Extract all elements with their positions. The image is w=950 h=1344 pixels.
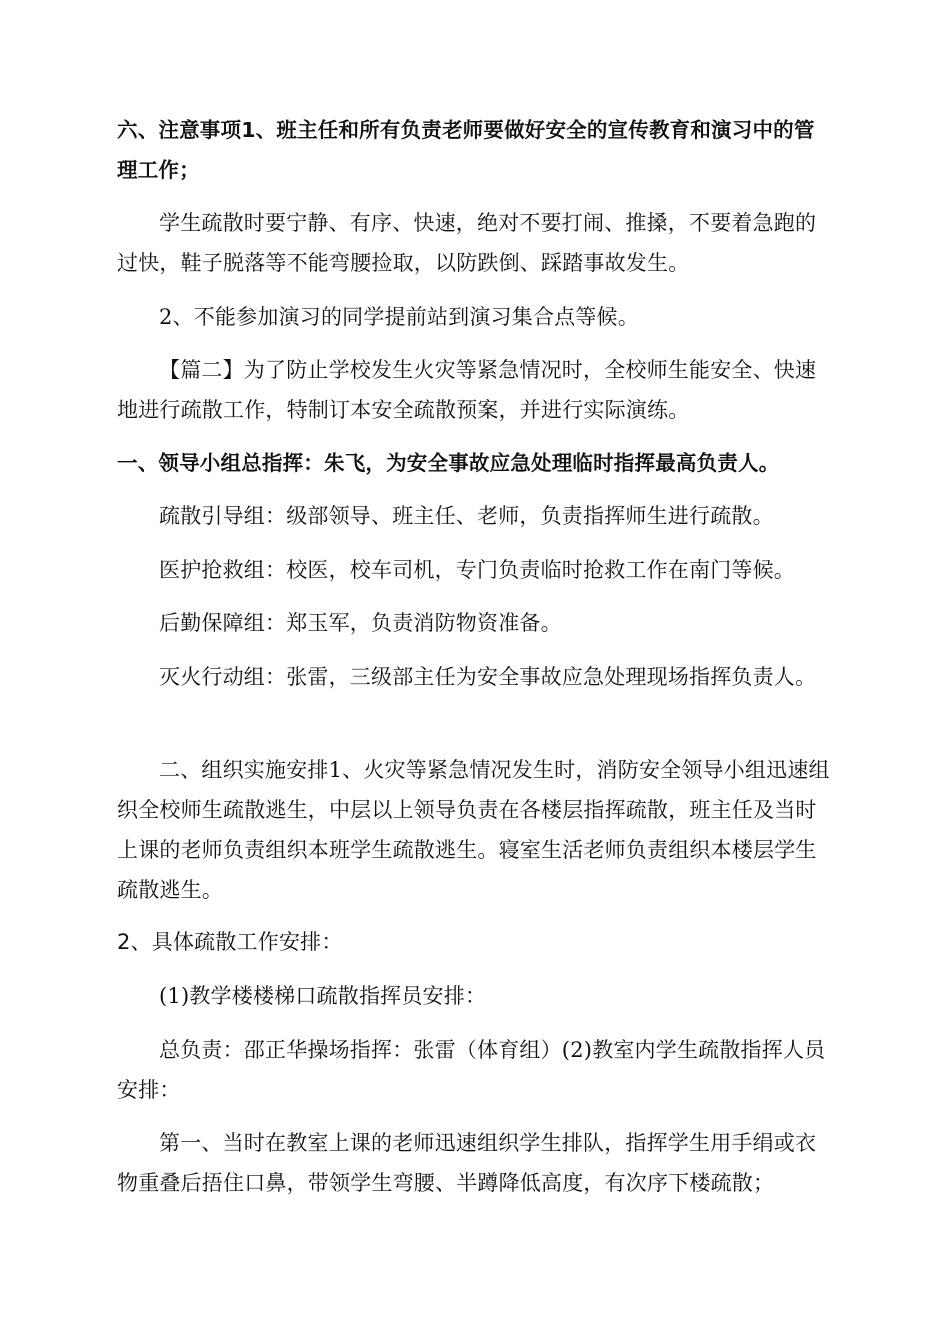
- paragraph-logistics-group: 后勤保障组：郑玉军，负责消防物资准备。: [159, 611, 562, 635]
- heading-precautions: 六、注意事项1、班主任和所有负责老师要做好安全的宣传教育和演习中的管理工作；: [117, 118, 815, 182]
- paragraph-guidance-group: 疏散引导组：级部领导、班主任、老师，负责指挥师生进行疏散。: [159, 504, 774, 528]
- paragraph-first-step: 第一、当时在教室上课的老师迅速组织学生排队，指挥学生用手绢或衣物重叠后捂住口鼻，带领学生弯腰、半蹲降低高度，有次序下楼疏散；: [117, 1131, 817, 1195]
- paragraph-implementation: 二、组织实施安排1、火灾等紧急情况发生时，消防安全领导小组迅速组织全校师生疏散逃生，中层以上领导负责在各楼层指挥疏散，班主任及当时上课的老师负责组织本班学生疏散逃生。寝室生活老师负责组织本楼层学生疏散逃生。: [117, 758, 830, 902]
- paragraph-medical-group: 医护抢救组：校医，校车司机，专门负责临时抢救工作在南门等候。: [159, 558, 795, 582]
- paragraph-firefighting-group: 灭火行动组：张雷，三级部主任为安全事故应急处理现场指挥负责人。: [159, 665, 817, 689]
- paragraph-overall-responsible: 总负责：邵正华操场指挥：张雷（体育组）(2)教室内学生疏散指挥人员安排：: [117, 1038, 826, 1102]
- paragraph-non-participants: 2、不能参加演习的同学提前站到演习集合点等候。: [159, 305, 639, 329]
- paragraph-part-two-intro: 【篇二】为了防止学校发生火灾等紧急情况时，全校师生能安全、快速地进行疏散工作，特制订本安全疏散预案，并进行实际演练。: [117, 358, 817, 422]
- paragraph-evacuation-order: 学生疏散时要宁静、有序、快速，绝对不要打闹、推搡，不要着急跑的过快，鞋子脱落等不能弯腰捡取，以防跌倒、踩踏事故发生。: [117, 211, 817, 275]
- paragraph-stairway-commanders: (1)教学楼楼梯口疏散指挥员安排：: [159, 984, 487, 1008]
- heading-leadership-group: 一、领导小组总指挥：朱飞，为安全事故应急处理临时指挥最高负责人。: [117, 451, 780, 475]
- paragraph-specific-arrangements: 2、具体疏散工作安排：: [117, 930, 343, 954]
